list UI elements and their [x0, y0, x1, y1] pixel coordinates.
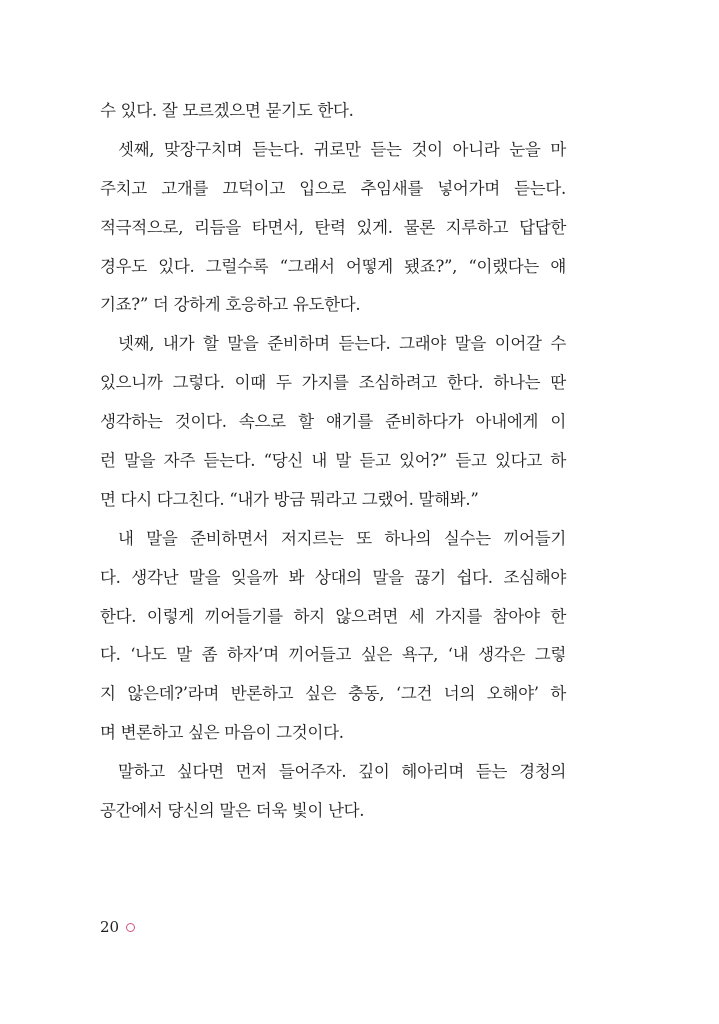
text-line: 다. 생각난 말을 잊을까 봐 상대의 말을 끊기 쉽다. 조심해야: [100, 567, 566, 587]
text-line: 생각하는 것이다. 속으로 할 얘기를 준비하다가 아내에게 이: [100, 412, 566, 432]
text-line: 공간에서 당신의 말은 더욱 빛이 난다.: [100, 801, 365, 821]
text-line: 주치고 고개를 끄덕이고 입으로 추임새를 넣어가며 듣는다.: [100, 178, 566, 198]
text-line: 셋째, 맞장구치며 듣는다. 귀로만 듣는 것이 아니라 눈을 마: [118, 139, 566, 159]
paragraph: [100, 753, 566, 831]
text-line: 적극적으로, 리듬을 타면서, 탄력 있게. 물론 지루하고 답답한: [100, 217, 566, 237]
paragraph: [100, 325, 566, 519]
text-line: 기죠?” 더 강하게 호응하고 유도한다.: [100, 295, 361, 315]
text-line: 경우도 있다. 그럴수록 “그래서 어떻게 됐죠?”, “이랬다는 얘: [100, 256, 566, 276]
text-line: 넷째, 내가 할 말을 준비하며 듣는다. 그래야 말을 이어갈 수: [118, 334, 566, 354]
text-line: 있으니까 그렇다. 이때 두 가지를 조심하려고 한다. 하나는 딴: [100, 373, 566, 393]
text-line: 내 말을 준비하면서 저지르는 또 하나의 실수는 끼어들기: [118, 528, 566, 548]
text-line: 말하고 싶다면 먼저 들어주자. 깊이 헤아리며 듣는 경청의: [118, 762, 566, 782]
paragraph: [100, 92, 566, 131]
text-line: 수 있다. 잘 모르겠으면 묻기도 한다.: [100, 101, 354, 120]
paragraph: [100, 131, 566, 325]
page-footer: [100, 918, 135, 936]
page-number: 20: [100, 918, 120, 936]
text-line: 면 다시 다그친다. “내가 방금 뭐라고 그랬어. 말해봐.”: [100, 489, 479, 509]
text-line: 지 않은데?’라며 반론하고 싶은 충동, ‘그건 너의 오해야’ 하: [100, 684, 566, 704]
text-line: 런 말을 자주 듣는다. “당신 내 말 듣고 있어?” 듣고 있다고 하: [100, 451, 566, 471]
body-text: [100, 92, 566, 831]
circle-ornament-icon: [126, 923, 135, 932]
text-line: 한다. 이렇게 끼어들기를 하지 않으려면 세 가지를 참아야 한: [100, 606, 566, 626]
text-line: 며 변론하고 싶은 마음이 그것이다.: [100, 723, 344, 743]
paragraph: [100, 520, 566, 753]
text-line: 다. ‘나도 말 좀 하자’며 끼어들고 싶은 욕구, ‘내 생각은 그렇: [100, 645, 566, 665]
